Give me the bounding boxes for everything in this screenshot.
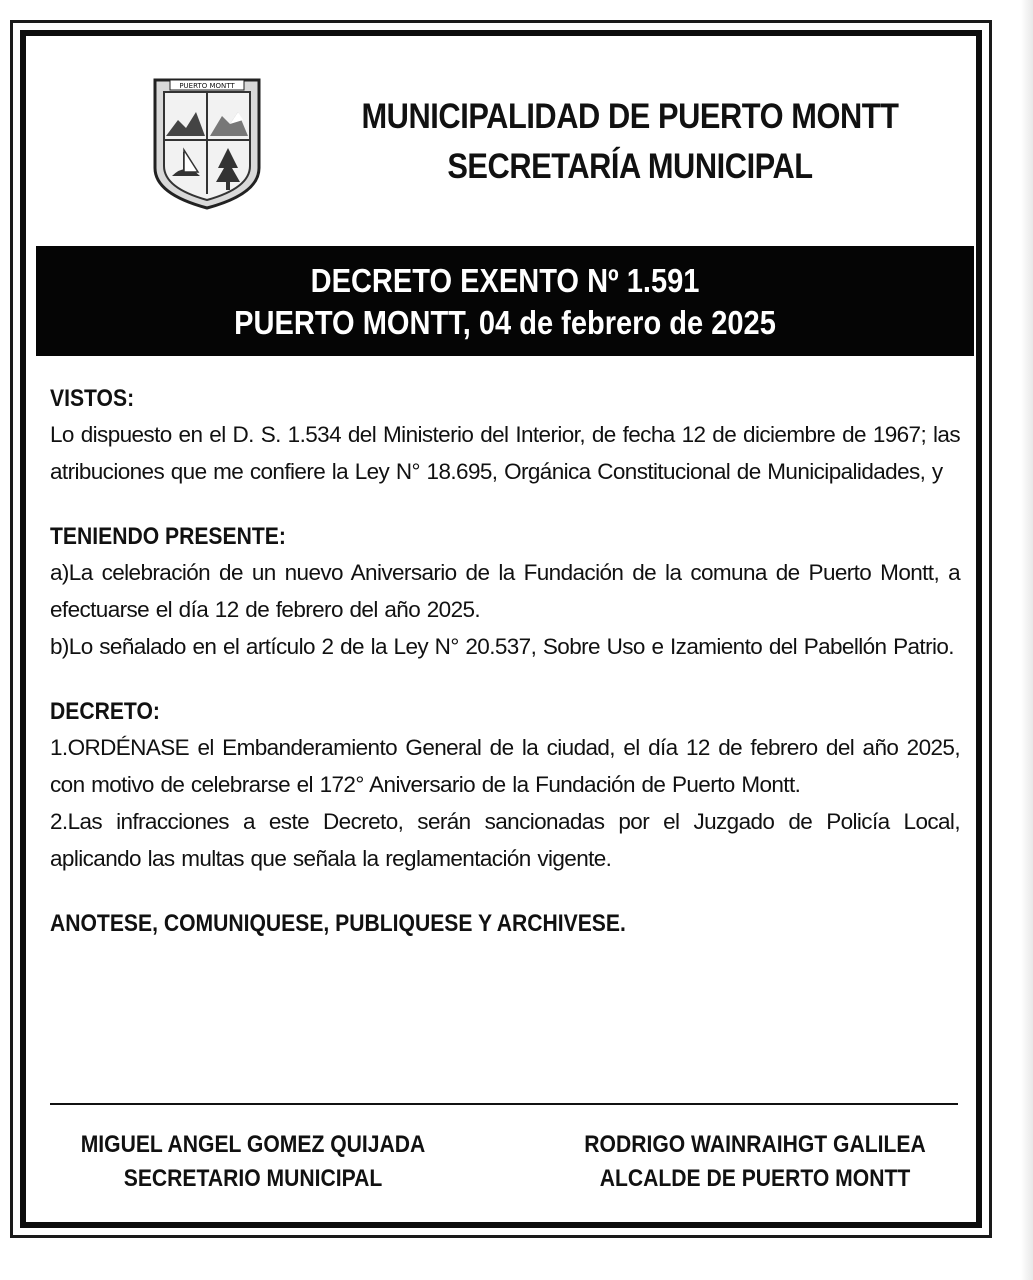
title-municipality: MUNICIPALIDAD DE PUERTO MONTT — [361, 97, 899, 136]
decree-banner — [36, 246, 974, 356]
signature-divider — [50, 1103, 958, 1105]
decree-number: DECRETO EXENTO Nº 1.591 — [310, 262, 700, 299]
signature-secretary — [33, 1128, 473, 1196]
closing-statement: ANOTESE, COMUNIQUESE, PUBLIQUESE Y ARCHIVESE. — [50, 910, 626, 937]
page-title — [340, 92, 921, 192]
vistos-heading: VISTOS: — [50, 385, 135, 412]
mayor-name: RODRIGO WAINRAIHGT GALILEA — [584, 1131, 926, 1158]
seal-text: PUERTO MONTT — [179, 82, 235, 90]
decreto-item-1: 1.ORDÉNASE el Embanderamiento General de la ciudad, el día 12 de febrero del año 2025, con motivo de celebrarse el 172° Aniversario de la Fundación de Puerto Montt. — [50, 735, 960, 797]
secretary-name: MIGUEL ANGEL GOMEZ QUIJADA — [80, 1131, 426, 1158]
title-secretaria: SECRETARÍA MUNICIPAL — [447, 147, 813, 186]
decree-body — [50, 382, 960, 941]
signature-mayor — [535, 1128, 975, 1196]
decreto-item-2: 2.Las infracciones a este Decreto, serán sancionadas por el Juzgado de Policía Local, aplicando las multas que señala la reglamentación vigente. — [50, 809, 960, 871]
municipal-seal-icon — [150, 76, 264, 212]
teniendo-heading: TENIENDO PRESENTE: — [50, 523, 286, 550]
secretary-title: SECRETARIO MUNICIPAL — [123, 1165, 383, 1192]
decree-date: PUERTO MONTT, 04 de febrero de 2025 — [234, 304, 776, 341]
vistos-text: Lo dispuesto en el D. S. 1.534 del Ministerio del Interior, de fecha 12 de diciembre de 1967; las atribuciones que me confiere la Ley N° 18.695, Orgánica Constitucional de Municipalidades, y — [50, 422, 960, 484]
teniendo-item-a: a)La celebración de un nuevo Aniversario de la Fundación de la comuna de Puerto Montt, a efectuarse el día 12 de febrero del año 2025. — [50, 560, 960, 622]
teniendo-item-b: b)Lo señalado en el artículo 2 de la Ley N° 20.537, Sobre Uso e Izamiento del Pabellón Patrio. — [50, 634, 954, 659]
page-edge-shadow — [1021, 0, 1033, 1280]
decreto-heading: DECRETO: — [50, 698, 160, 725]
mayor-title: ALCALDE DE PUERTO MONTT — [599, 1165, 911, 1192]
